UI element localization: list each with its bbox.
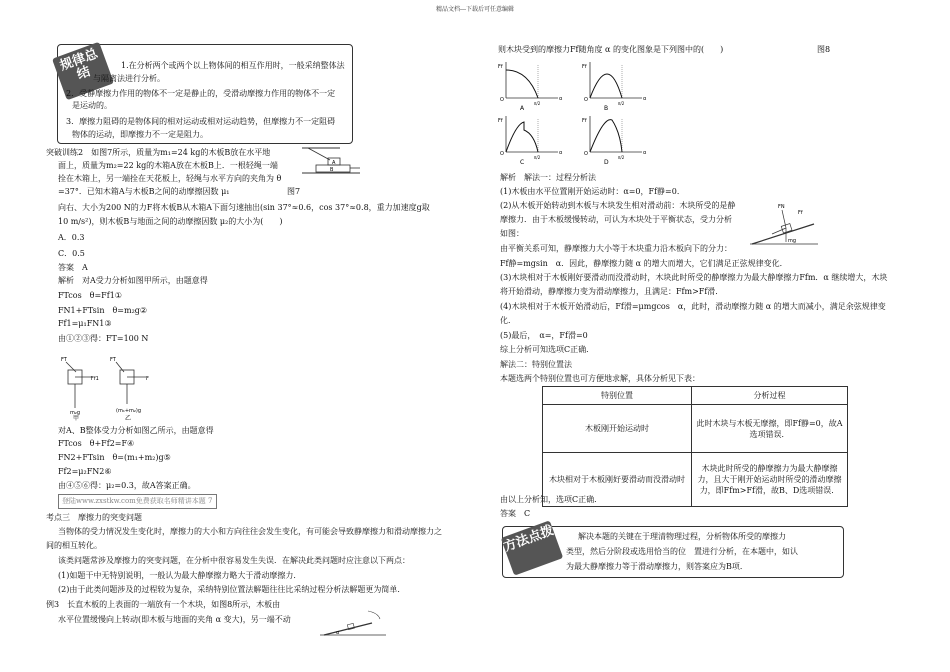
page-header: 精品文档---下载后可任意编辑	[435, 6, 515, 13]
graph-option-label: D	[604, 159, 609, 166]
fig-yi-label: 乙	[125, 415, 132, 422]
analysis-line: Ff静=mgsin α．因此，静摩擦力随 α 的增大而增大，它们满足正弦规律变化．	[500, 259, 788, 268]
svg-text:Ff: Ff	[798, 210, 803, 216]
graph-curve-c	[506, 122, 538, 152]
figure-7-label: 图7	[287, 187, 301, 196]
answer-line: 答案 C	[500, 509, 531, 518]
figure-8-incline	[318, 605, 390, 639]
svg-text:FN: FN	[778, 204, 785, 210]
graph-y-label: Ff	[498, 118, 503, 124]
figure-7	[300, 145, 362, 181]
section-heading: 考点三 摩擦力的突变问题	[46, 513, 142, 522]
figure-8-label: 图8	[817, 45, 831, 54]
problem-line: 突破训练2 如图7所示，质量为m₁=24 kg的木板B放在水平地	[46, 148, 271, 157]
example-line: 例3 长直木板的上表面的一端放有一个木块，如图8所示，木板由	[46, 600, 281, 609]
graph-tick: π/2	[534, 101, 541, 106]
analysis-line: 由平衡关系可知，静摩擦力大小等于木块重力沿木板向下的分力：	[500, 244, 732, 253]
problem-line: 面上，质量为m₂=22 kg的木箱A放在木板B上．一根轻绳一端	[58, 161, 278, 170]
section-line: (1)如题干中无特别说明，一般认为最大静摩擦力略大于滑动摩擦力．	[58, 571, 302, 580]
graph-x-label: α	[559, 96, 563, 102]
problem-line: 拴在木箱上，另一端拴在天花板上，轻绳与水平方向的夹角为 θ	[58, 174, 282, 183]
table-cell: 木块此时所受的静摩擦力为最大静摩擦力，且大于刚开始运动时所受的滑动摩擦力，即Ffm>Ff滑，故B、D选项错误．	[692, 453, 848, 507]
equation: Ff1=μ₁FN1③	[58, 319, 112, 328]
svg-text:A: A	[332, 160, 336, 166]
analysis-line: (4)木块相对于木板开始滑动后，Ff滑=μmgcos α，此时，滑动摩擦力随 α 的增大而减小，满足余弦规律变	[500, 302, 886, 311]
analysis-line: 综上分析可知选项C正确．	[500, 345, 595, 354]
graph-curve-d	[590, 120, 622, 152]
problem-line: =37°．已知木箱A与木板B之间的动摩擦因数 μ₁	[58, 187, 230, 196]
summary-line: 1.在分析两个或两个以上物体间的相互作用时，一般采纳整体法	[121, 61, 345, 70]
svg-text:Ff1: Ff1	[91, 376, 99, 382]
equation: FN2+FTsin θ=(m₁+m₂)g⑤	[58, 453, 171, 462]
promo-banner[interactable]: 登陆www.zxstkw.com免费获取名师精讲本题 7	[58, 494, 217, 509]
graph-option-label: B	[604, 105, 609, 112]
section-line: 间的相互转化。	[46, 541, 102, 550]
force-diagrams	[58, 352, 168, 422]
special-position-table	[542, 386, 848, 507]
graph-tick: π/2	[618, 155, 625, 160]
svg-text:F: F	[146, 376, 149, 382]
analysis-line: 解析 解法一：过程分析法	[500, 173, 596, 182]
graph-x-label: α	[643, 150, 647, 156]
graph-option-label: A	[520, 105, 525, 112]
table-header-row	[543, 387, 848, 405]
equation: 由①②③得：FT=100 N	[58, 334, 149, 343]
graph-options	[490, 56, 670, 168]
graph-origin: O	[584, 151, 588, 157]
graph-curve-b	[590, 74, 622, 98]
option-c: C．0.5	[58, 249, 85, 258]
table-header: 分析过程	[692, 387, 848, 405]
section-line: (2)由于此类问题涉及的过程较为复杂，采纳特别位置法解题往往比采纳过程分析法解题更为简单．	[58, 585, 406, 594]
svg-text:mg: mg	[788, 238, 797, 244]
graph-y-label: Ff	[582, 118, 587, 124]
graph-y-label: Ff	[498, 64, 503, 70]
table-cell: 木板刚开始运动时	[543, 405, 692, 453]
tip-line: 为最大静摩擦力等于滑动摩擦力，则答案应为B项．	[566, 562, 748, 571]
summary-line: 物体的运动，即摩擦力不一定是阻力。	[72, 130, 208, 139]
answer-line: 答案 A	[58, 263, 88, 272]
analysis-line: 本题选两个特别位置也可方便地求解，具体分析见下表：	[500, 374, 700, 383]
svg-text:FT: FT	[110, 357, 116, 363]
analysis-line: 解析 对A受力分析如图甲所示，由题意得	[58, 276, 208, 285]
graph-origin: O	[584, 97, 588, 103]
table-row	[543, 405, 848, 453]
analysis-line: (1)木板由水平位置刚开始运动时：α=0，Ff静=0．	[500, 187, 685, 196]
graph-origin: O	[500, 151, 504, 157]
summary-line: 是运动的。	[72, 101, 112, 110]
svg-text:α: α	[336, 630, 340, 636]
analysis-line: (3)木块相对于木板刚好要滑动而没滑动时，木块此时所受的静摩擦力为最大静摩擦力Ffm．α 继续增大，木块	[500, 273, 888, 282]
fig-jia-label: 甲	[73, 415, 80, 422]
equation: FTcos θ=Ff1①	[58, 291, 122, 300]
analysis-line: 摩擦力．由于木板缓慢转动，可认为木块处于平衡状态，受力分析	[500, 215, 732, 224]
analysis2-line: 对A、B整体受力分析如图乙所示，由题意得	[58, 426, 214, 435]
graph-tick: π/2	[618, 101, 625, 106]
summary-line: 2．受静摩擦力作用的物体不一定是静止的，受滑动摩擦力作用的物体不一定	[66, 89, 336, 98]
graph-tick: π/2	[534, 155, 541, 160]
problem-line: 向右、大小为200 N的力F将木板B从木箱A下面匀速抽出(sin 37°≈0.6，cos 37°≈0.8，重力加速度g取	[58, 203, 430, 212]
svg-text:m₂g: m₂g	[70, 410, 81, 416]
tip-line: 类型，然后分阶段或选用恰当的位 置进行分析，在本题中，如认	[566, 547, 798, 556]
incline-force-figure	[748, 196, 820, 248]
graph-x-label: α	[559, 150, 563, 156]
equation: FTcos θ+Ff2=F④	[58, 439, 135, 448]
analysis-line: (2)从木板开始转动到木板与木块发生相对滑动前：木块所受的是静	[500, 201, 736, 210]
option-a: A．0.3	[58, 233, 85, 242]
section-line: 该类问题常涉及摩擦力的突变问题，在分析中很容易发生失误．在解决此类问题时应注意以下两点：	[58, 556, 410, 565]
equation: FN1+FTsin θ=m₂g②	[58, 306, 148, 315]
summary-line: 3．摩擦力阻碍的是物体间的相对运动或相对运动趋势，但摩擦力不一定阻碍	[66, 117, 336, 126]
equation: Ff2=μ₂FN2⑥	[58, 467, 112, 476]
analysis-line: 化．	[500, 316, 516, 325]
example-line: 水平位置缓慢向上转动(即木板与地面的夹角 α 变大)，另一端不动	[58, 615, 291, 624]
problem-line: 10 m/s²)，则木板B与地面之间的动摩擦因数 μ₂的大小为( )	[58, 217, 283, 226]
graph-x-label: α	[643, 96, 647, 102]
tip-badge-text: 方法点拨	[501, 523, 556, 556]
section-line: 当物体的受力情况发生变化时，摩擦力的大小和方向往往会发生变化，有可能会导致静摩擦力和滑动摩擦力之	[58, 527, 442, 536]
svg-text:B: B	[330, 167, 334, 173]
svg-text:(m₁+m₂)g: (m₁+m₂)g	[116, 408, 142, 414]
graph-option-label: C	[520, 159, 525, 166]
graph-curve-a	[506, 70, 538, 98]
graph-y-label: Ff	[582, 64, 587, 70]
table-cell: 此时木块与木板无摩擦，即Ff静=0，故A 选项错误．	[692, 405, 848, 453]
summary-line: 与隔离法进行分析。	[93, 74, 165, 83]
equation: 由④⑤⑥得：μ₂=0.3，故A答案正确。	[58, 481, 196, 490]
conclusion: 由以上分析知，选项C正确．	[500, 495, 603, 504]
analysis-line: (5)最后， α=，Ff滑=0	[500, 331, 588, 340]
analysis-line: 解法二：特别位置法	[500, 360, 572, 369]
table-cell: 木块相对于木板刚好要滑动而没滑动时	[543, 453, 692, 507]
analysis-line: 将开始滑动，静摩擦力变为滑动摩擦力，且满足：Ffm>Ff滑．	[500, 287, 724, 296]
analysis-line: 如图：	[500, 229, 524, 238]
summary-badge-text: 规律总结	[58, 46, 100, 83]
svg-text:FT: FT	[61, 357, 67, 363]
graph-origin: O	[500, 97, 504, 103]
table-header: 特别位置	[543, 387, 692, 405]
question-intro: 则木块受到的摩擦力Ff随角度 α 的变化图象是下列图中的( )	[498, 45, 724, 54]
tip-line: 解决本题的关键在于理清物理过程，分析物体所受的摩擦力	[578, 532, 786, 541]
